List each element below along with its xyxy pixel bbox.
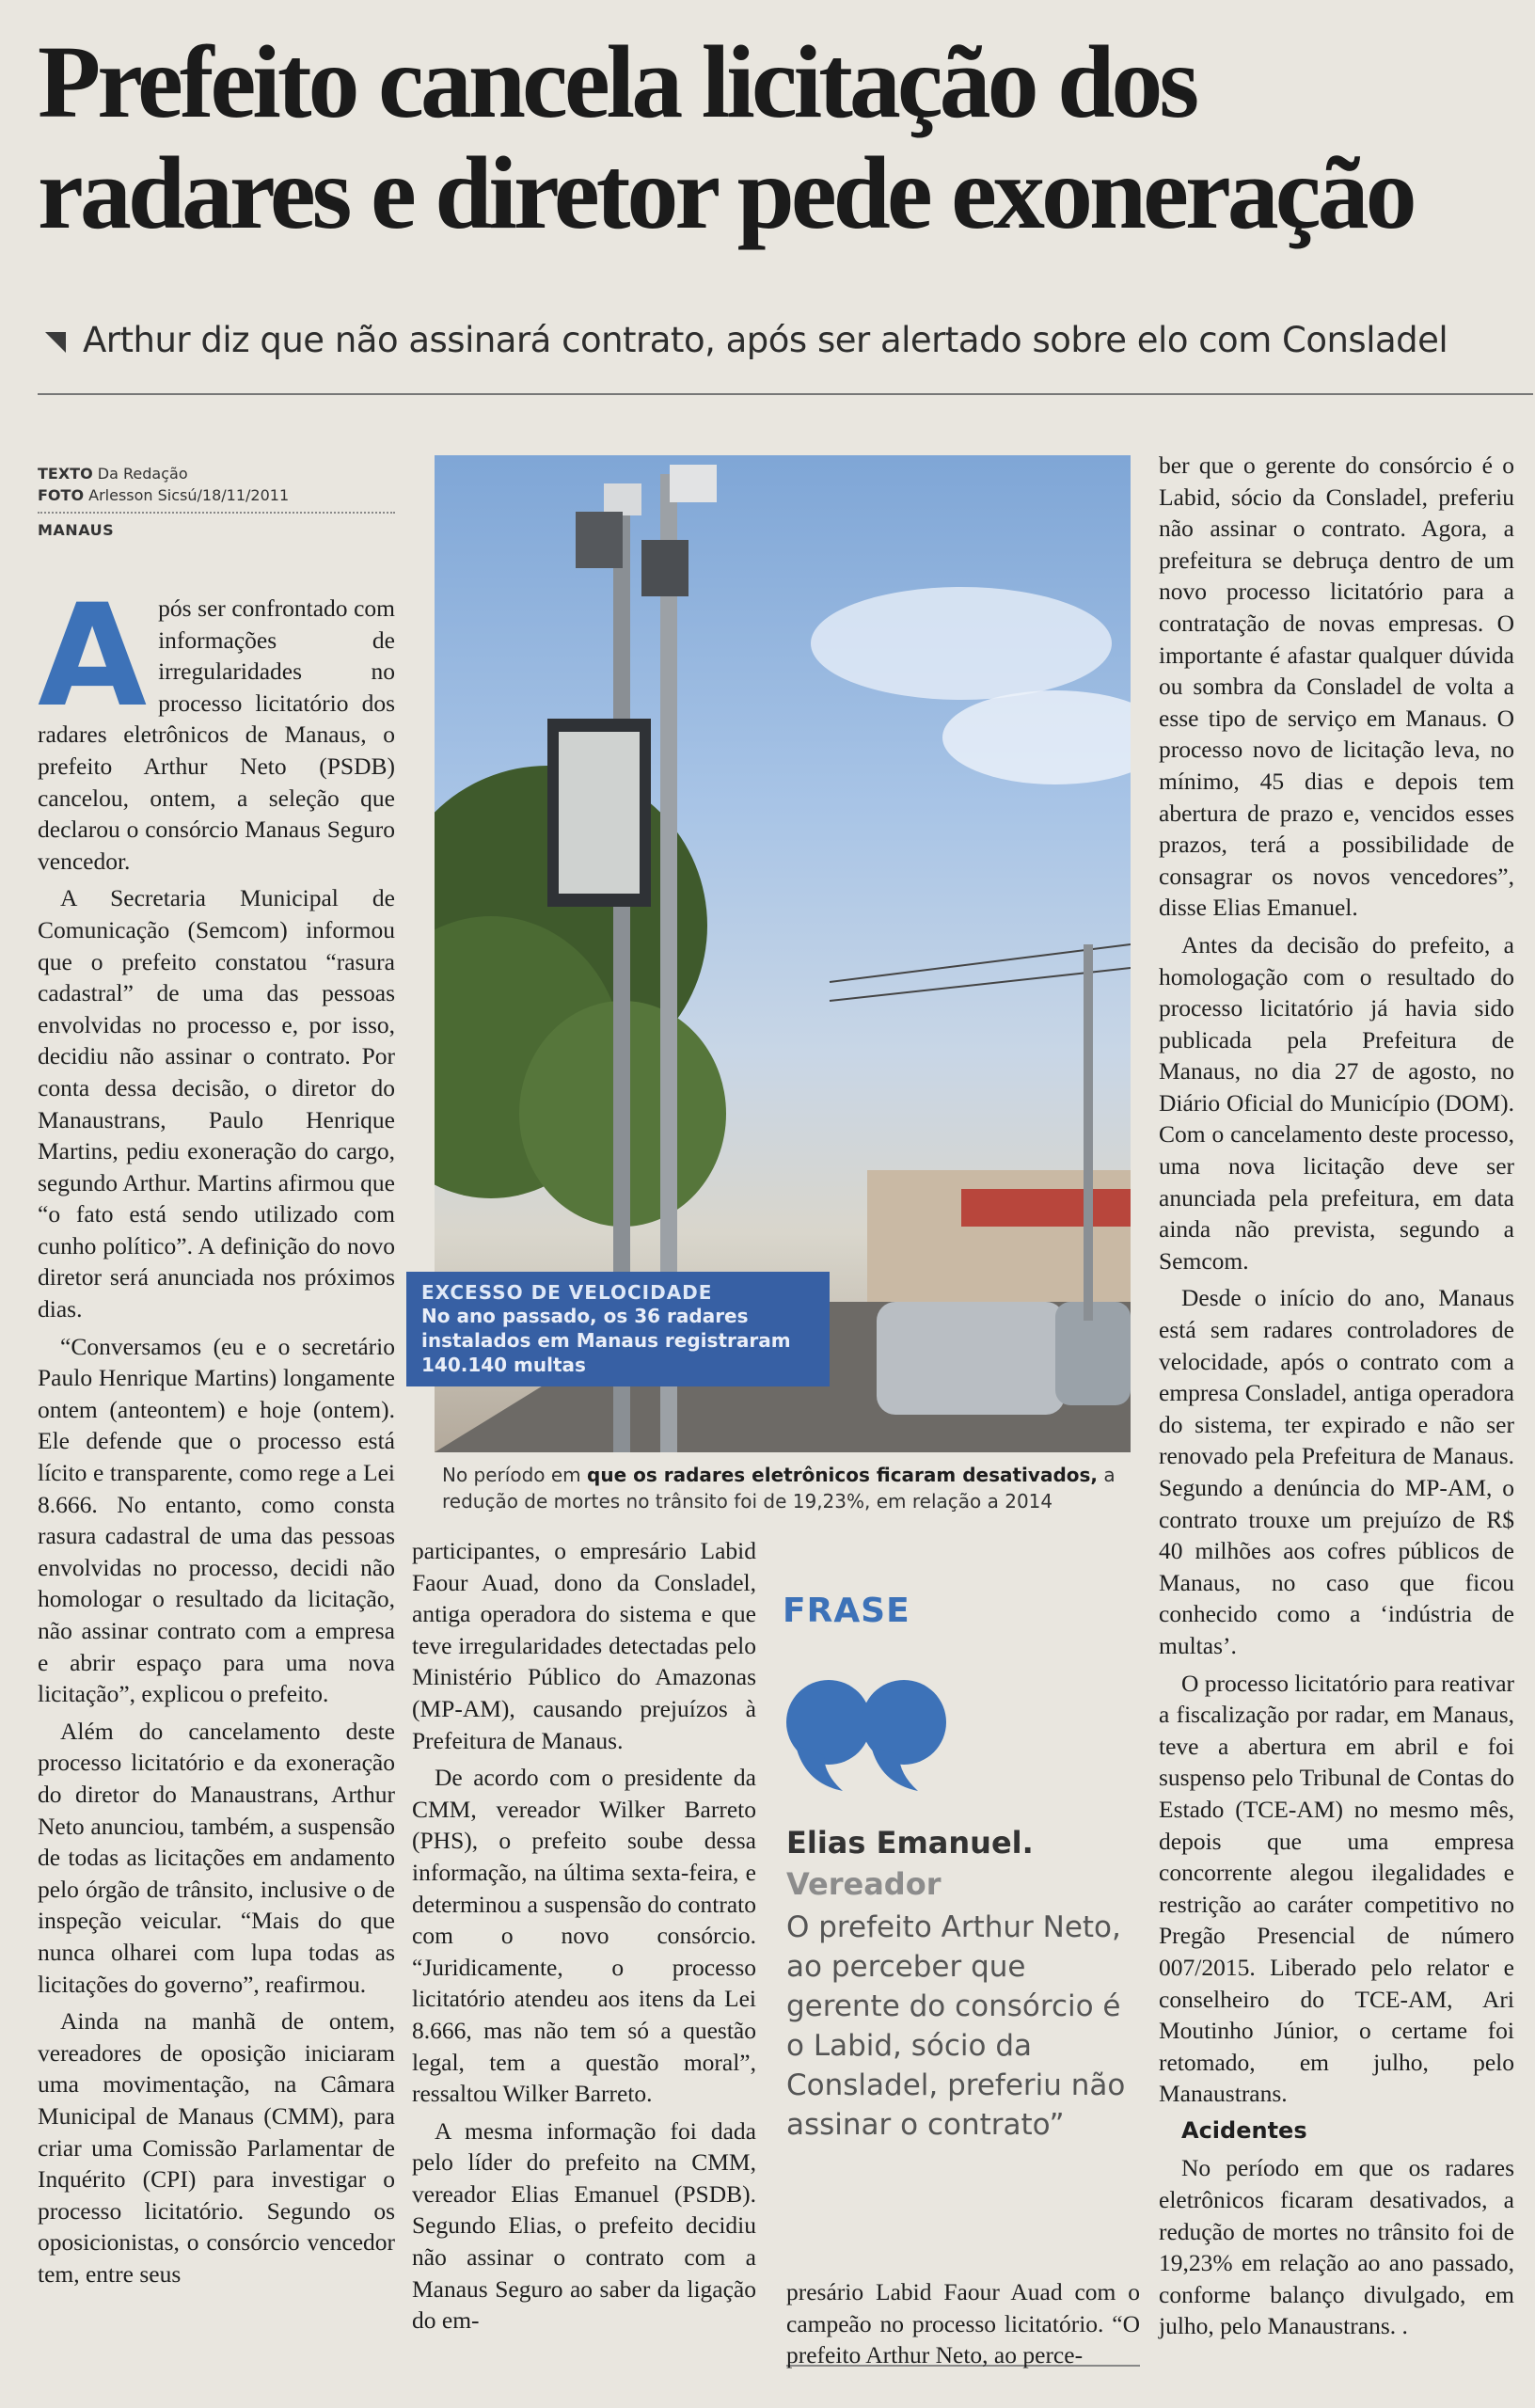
credit-photo-value: Arlesson Sicsú/18/11/2011 [88, 486, 290, 504]
section-heading: Acidentes [1181, 2116, 1307, 2144]
frase-label: FRASE [783, 1592, 910, 1630]
paragraph: Antes da decisão do prefeito, a homologação com o resultado do processo licitatório já havia sido publicada pela Prefeitura de Manaus, no dia 27 de agosto, no Diário Oficial do Município (DOM). Com o cancelamento deste processo, uma nova licitação deve ser anunciada pela prefeitura, em data ainda não prevista, segundo a Semcom. [1159, 930, 1514, 1275]
caption-pre: No período em [442, 1464, 588, 1486]
frase-quote-text: O prefeito Arthur Neto, ao perceber que gerente do consórcio é o Labid, sócio da Consladel, preferiu não assinar o contrato” [786, 1910, 1126, 2142]
caption-bold: que os radares eletrônicos ficaram desativados, [587, 1464, 1099, 1486]
credit-text-label: TEXTO [38, 465, 93, 483]
paragraph: A mesma informação foi dada pelo líder do prefeito na CMM, vereador Elias Emanuel (PSDB). Segundo Elias, o prefeito decidiu não assinar o contrato com a Manaus Seguro ao saber da ligação do em- [412, 2116, 756, 2335]
column-2 [412, 1535, 756, 2342]
credit-photo-label: FOTO [38, 486, 85, 504]
lead-paragraph [38, 575, 395, 877]
triangle-bullet-icon [45, 332, 66, 353]
credits [38, 463, 395, 541]
column-4 [1159, 450, 1514, 2348]
subheadline [45, 320, 1512, 360]
paragraph: ber que o gerente do consórcio é o Labid, sócio da Consladel, preferiu não assinar o contrato. Agora, a prefeitura se debruça dentro de um novo processo licitatório para a contratação de novas empresas. O importante é afastar qualquer dúvida ou sombra da Consladel de volta a esse tipo de serviço em Manaus. O processo novo de licitação leva, no mínimo, 45 dias e depois tem abertura de prazo e, vencidos esses prazos, terá a possibilidade de consagrar os novos vencedores”, disse Elias Emanuel. [1159, 452, 1514, 922]
headline: Prefeito cancela licitação dos radares e diretor pede exoneração [38, 24, 1414, 250]
credit-photo [38, 484, 395, 506]
subheadline-text: Arthur diz que não assinará contrato, após ser alertado sobre elo com Consladel [83, 320, 1448, 360]
photo-caption [442, 1462, 1138, 1514]
header-rule [38, 393, 1533, 395]
dateline-location: MANAUS [38, 521, 115, 539]
caption-post: a redução de mortes no trânsito foi de 19,23%, em relação a 2014 [442, 1464, 1116, 1513]
credit-text-value: Da Redação [97, 465, 188, 483]
paragraph: participantes, o empresário Labid Faour Auad, dono da Consladel, antiga operadora do sistema e que teve irregularidades detectadas pelo Ministério Público do Amazonas (MP-AM), causando prejuízos à Prefeitura de Manaus. [412, 1537, 756, 1754]
paragraph: De acordo com o presidente da CMM, vereador Wilker Barreto (PHS), o prefeito soube dessa informação, na última sexta-feira, e determinou a suspensão do contrato com o novo consórcio. “Juridicamente, o processo licitatório atendeu aos itens da Lei 8.666, mas não tem só a questão legal, tem a questão moral”, ressaltou Wilker Barreto. [412, 1764, 756, 2108]
drop-cap: A [38, 575, 148, 738]
dotted-divider [38, 512, 395, 514]
paragraph: No período em que os radares eletrônicos ficaram desativados, a redução de mortes no trânsito foi de 19,23% em relação ao ano passado, conforme balanço divulgado, em julho, pelo Manaustrans. . [1159, 2154, 1514, 2340]
paragraph: Desde o início do ano, Manaus está sem radares controladores de velocidade, após o contrato com a empresa Consladel, antiga operadora do sistema, ter expirado e não ser renovado pela Prefeitura de Manaus. Segundo a denúncia do MP-AM, o contrato trouxe um prejuízo de R$ 40 milhões aos cofres públicos de Manaus, no caso que ficou conhecido como a ‘indústria de multas’. [1159, 1284, 1514, 1659]
frase-speaker-role: Vereador [786, 1866, 942, 1902]
paragraph: Além do cancelamento deste processo licitatório e da exoneração do diretor do Manaustrans, Arthur Neto anunciou, também, a suspensão de todas as licitações em andamento pelo órgão de trânsito, inclusive o de inspeção veicular. “Mais do que nunca olharei com lupa todas as licitações do governo”, reafirmou. [38, 1717, 395, 1998]
column-3-continuation [786, 2276, 1140, 2377]
paragraph: Ainda na manhã de ontem, vereadores de oposição iniciaram uma movimentação, na Câmara Municipal de Manaus (CMM), para criar uma Comissão Parlamentar de Inquérito (CPI) para investigar o processo licitatório. Segundo os oposicionistas, o consórcio vencedor tem, entre seus [38, 2007, 395, 2288]
paragraph: presário Labid Faour Auad com o campeão no processo licitatório. “O prefeito Arthur Neto, ao perce- [786, 2278, 1140, 2369]
paragraph: “Conversamos (eu e o secretário Paulo Henrique Martins) longamente ontem (anteontem) e hoje (ontem). Ele defende que o processo está lícito e transparente, como rege a Lei 8.666. No entanto, como consta rasura cadastral de uma das pessoas envolvidas no processo, decidi não homologar o resultado da licitação, não assinar contrato com a empresa e abrir espaço para uma nova licitação”, explicou o prefeito. [38, 1332, 395, 1708]
paragraph: A Secretaria Municipal de Comunicação (Semcom) informou que o prefeito constatou “rasura cadastral” de uma das pessoas envolvidas no processo e, por isso, decidiu não assinar o contrato. Por conta dessa decisão, o diretor do Manaustrans, Paulo Henrique Martins, pediu exoneração do cargo, segundo Arthur. Martins afirmou que “o fato está sendo utilizado com cunho político”. A definição do novo diretor será anunciada nos próximos dias. [38, 884, 395, 1323]
credit-text [38, 463, 395, 484]
photo-info-box [406, 1272, 830, 1386]
info-box-title: EXCESSO DE VELOCIDADE [421, 1281, 713, 1304]
column-1 [38, 575, 395, 2295]
lead-text: pós ser confrontado com informações de irregularidades no processo licitatório dos radares eletrônicos de Manaus, o prefeito Arthur Neto (PSDB) cancelou, ontem, a seleção que declarou o consórcio Manaus Seguro vencedor. [38, 594, 395, 875]
info-box-text: No ano passado, os 36 radares instalados em Manaus registraram 140.140 multas [421, 1305, 791, 1376]
paragraph: O processo licitatório para reativar a fiscalização por radar, em Manaus, teve a abertura em abril e foi suspenso pelo Tribunal de Contas do Estado (TCE-AM) no mesmo mês, depois que uma empresa concorrente alegou ilegalidades e restrição ao caráter competitivo no Pregão Presencial de número 007/2015. Liberado pelo relator e conselheiro do TCE-AM, Ari Moutinho Júnior, o certame foi retomado, em julho, pelo Manaustrans. [1159, 1669, 1515, 2108]
frase-speaker-name: Elias Emanuel. [786, 1825, 1034, 1861]
quote-marks-icon [786, 1671, 946, 1793]
